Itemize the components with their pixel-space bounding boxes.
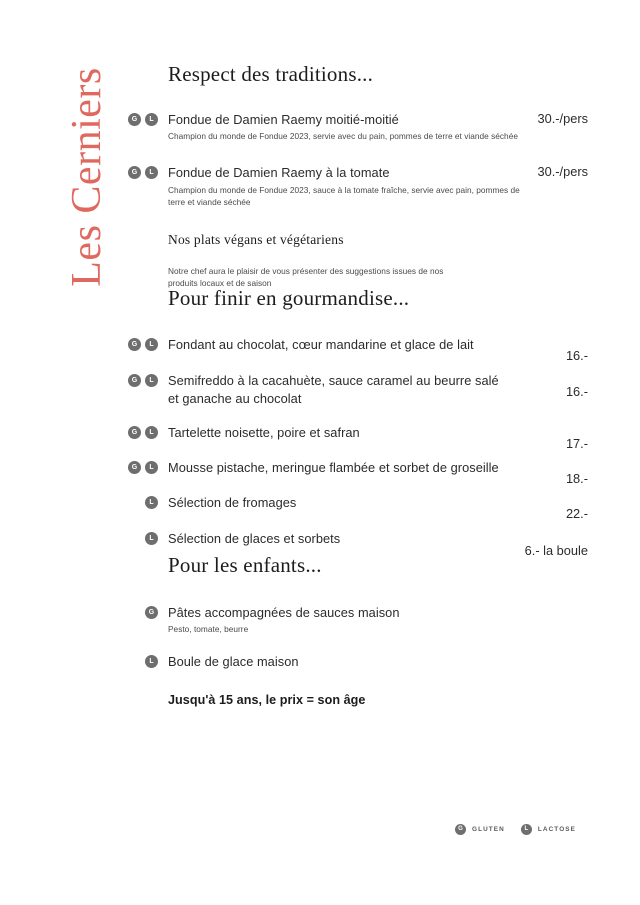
section-desserts bbox=[128, 286, 588, 558]
menu-item-row[interactable] bbox=[128, 653, 588, 670]
item-name: Sélection de fromages bbox=[168, 495, 297, 511]
menu-content bbox=[128, 0, 588, 905]
item-price: 30.-/pers bbox=[537, 111, 588, 126]
item-name: Pâtes accompagnées de sauces maison bbox=[168, 605, 400, 620]
allergen-badges bbox=[128, 655, 168, 669]
item-price: 16.- bbox=[565, 384, 588, 400]
menu-item-row[interactable] bbox=[128, 372, 588, 407]
subheading-vegan: Nos plats végans et végétariens bbox=[168, 231, 344, 247]
lactose-badge-icon: L bbox=[145, 338, 158, 351]
lactose-badge-icon: L bbox=[145, 166, 158, 179]
lactose-badge-icon: L bbox=[521, 824, 532, 835]
allergen-badges bbox=[128, 606, 168, 620]
lactose-badge-icon: L bbox=[145, 113, 158, 126]
allergen-legend bbox=[455, 824, 576, 835]
menu-item-row[interactable] bbox=[128, 336, 588, 363]
item-name: Boule de glace maison bbox=[168, 654, 299, 670]
item-name: Fondue de Damien Raemy à la tomate bbox=[168, 165, 390, 181]
gluten-badge-icon: G bbox=[128, 461, 141, 474]
lactose-badge-icon: L bbox=[145, 496, 158, 509]
section-title-enfants: Pour les enfants... bbox=[168, 553, 322, 577]
gluten-badge-icon: G bbox=[128, 113, 141, 126]
allergen-badges bbox=[128, 461, 168, 475]
lactose-badge-icon: L bbox=[145, 532, 158, 545]
gluten-badge-icon: G bbox=[128, 374, 141, 387]
menu-item-row[interactable] bbox=[128, 494, 588, 522]
gluten-badge-icon: G bbox=[455, 824, 466, 835]
vegan-note-text: Notre chef aura le plaisir de vous présenter des suggestions issues de nos produits locaux et de saison bbox=[168, 265, 444, 289]
menu-item-row[interactable] bbox=[128, 459, 588, 487]
item-name: Mousse pistache, meringue flambée et sorbet de groseille bbox=[168, 460, 499, 476]
item-price: 16.- bbox=[565, 348, 588, 363]
lactose-badge-icon: L bbox=[145, 426, 158, 439]
item-price: 30.-/pers bbox=[537, 164, 588, 180]
item-name: Fondant au chocolat, cœur mandarine et glace de lait bbox=[168, 337, 474, 352]
lactose-badge-icon: L bbox=[145, 461, 158, 474]
lactose-badge-icon: L bbox=[145, 655, 158, 668]
allergen-badges bbox=[128, 496, 168, 510]
lactose-badge-icon: L bbox=[145, 374, 158, 387]
section-enfants bbox=[128, 553, 588, 707]
item-name: Sélection de glaces et sorbets bbox=[168, 530, 341, 546]
gluten-badge-icon: G bbox=[128, 338, 141, 351]
item-price: 22.- bbox=[565, 506, 588, 522]
allergen-badges bbox=[128, 532, 168, 546]
item-description: Pesto, tomate, beurre bbox=[168, 624, 249, 635]
menu-item-row[interactable] bbox=[128, 604, 588, 635]
section-traditions bbox=[128, 62, 588, 289]
gluten-badge-icon: G bbox=[145, 606, 158, 619]
gluten-badge-icon: G bbox=[128, 426, 141, 439]
item-price: 6.- la boule bbox=[524, 542, 588, 558]
item-price: 18.- bbox=[565, 471, 588, 487]
item-description: Champion du monde de Fondue 2023, sauce à la tomate fraîche, servie avec pain, pommes de terre et viande séchée bbox=[168, 184, 520, 207]
allergen-badges bbox=[128, 374, 168, 388]
item-name: Fondue de Damien Raemy moitié-moitié bbox=[168, 112, 399, 127]
menu-item-row[interactable] bbox=[128, 111, 588, 142]
allergen-badges bbox=[128, 338, 168, 352]
gluten-badge-icon: G bbox=[128, 166, 141, 179]
menu-item-row[interactable] bbox=[128, 424, 588, 451]
legend-item-lactose bbox=[521, 824, 576, 835]
section-title-desserts: Pour finir en gourmandise... bbox=[168, 286, 410, 310]
legend-label-lactose: LACTOSE bbox=[537, 826, 576, 833]
item-description: Champion du monde de Fondue 2023, servie avec du pain, pommes de terre et viande séchée bbox=[168, 131, 518, 142]
allergen-badges bbox=[128, 113, 168, 127]
menu-item-row[interactable] bbox=[128, 164, 588, 207]
item-name: Semifreddo à la cacahuète, sauce caramel au beurre salé et ganache au chocolat bbox=[168, 373, 499, 406]
section-title-traditions: Respect des traditions... bbox=[168, 62, 374, 86]
legend-label-gluten: GLUTEN bbox=[472, 826, 505, 833]
allergen-badges bbox=[128, 426, 168, 440]
restaurant-name: Les Cerniers bbox=[64, 67, 110, 287]
item-price: 17.- bbox=[565, 435, 588, 451]
item-name: Tartelette noisette, poire et safran bbox=[168, 424, 360, 440]
legend-item-gluten bbox=[455, 824, 505, 835]
allergen-badges bbox=[128, 166, 168, 180]
menu-item-row[interactable] bbox=[128, 530, 588, 558]
children-price-note: Jusqu'à 15 ans, le prix = son âge bbox=[168, 692, 366, 707]
